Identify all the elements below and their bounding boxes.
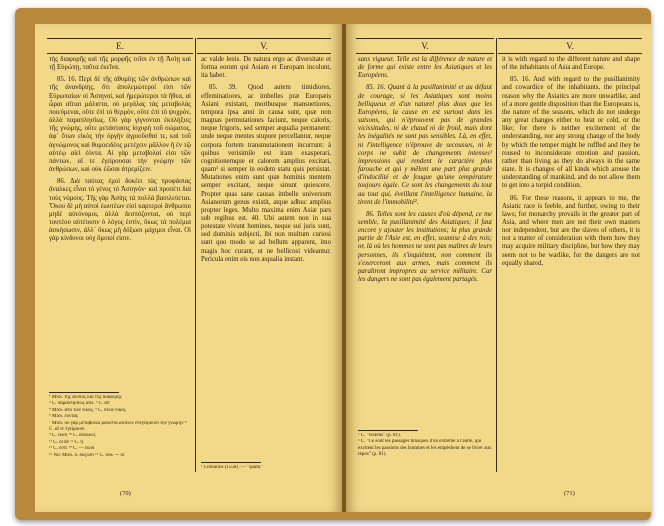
french-column-header: V. <box>356 38 494 54</box>
footnote: ¹ Cornarius (1558) :— "quam." <box>201 465 264 470</box>
footnote: ¹ MSS. τῆς φύσιος καὶ τῆς διαφορῆς <box>49 395 122 400</box>
english-column-header: V. <box>498 38 642 54</box>
column-divider <box>496 38 497 472</box>
english-text-column <box>502 56 640 486</box>
french-paragraph: 85. 16. Quant à la pusillanimité et au défaut de courage, si les Asiatiques sont moins belliqueux et d'un naturel plus doux que les Européens, la cause en est surtout dans les saisons, qui n'éprouvent pas de grandes vicissitudes, ni de chaud ni de froid, mais dont les inégalités ne sont pas sensibles. Là, en effet, ni l'intelligence n'éprouve de secousses, ni le corps ne subit de changements intenses¹ impressions qui rendent le caractère plus farouche et qui y mêlent une part plus grande d'indocilité et de fougue qu'une température toujours égale. Ce sont les changements du tout au tout qui, éveillant l'intelligence humaine, la tirent de l'immobilité². <box>358 84 492 206</box>
english-paragraph: 86. For these reasons, it appears to me, the Asiatic race is feeble, and further, owing to their laws; for monarchy prevails in the greater part of Asia, and where men are not their own masters nor independent, but are the slaves of others, it is not a matter of consideration with them how they may acquire military discipline, but how they may seem not to be warlike, for the dangers are not equally shared, <box>502 194 640 267</box>
footnote: ¹³ C. ἐστι ¹⁴ C. — ἔωσι <box>49 446 95 452</box>
greek-paragraph: 85. 16. Περὶ δὲ τῆς ἀθυμίης τῶν ἀνθρώπων καὶ τῆς ἀνανδρίης, ὅτι ἀπολεμώτεροί εἰσι τῶν Εὐρωπαίων οἱ Ἀσιηνοί, καὶ ἡμερώτεροι τὰ ἤθεα, αἱ ὧραι αἴτιαι μάλιστα, οὐ μεγάλας τὰς μεταβολὰς ποιεύμεναι, οὔτε ἐπὶ τὸ θερμὸν, οὔτε ἐπὶ τὸ ψυχρὸν, ἀλλὰ παραπλησίως. Οὐ γὰρ γίγνονται ἐκπλήξιες τῆς γνώμης, οὔτε μετάστασις ἰσχυρὴ τοῦ σώματος, ἀφ᾽ ὅτων εἰκὸς τὴν ὀργὴν ἀγριοῦσθαί τε, καὶ τοῦ ἀγνώμονος καὶ θυμοειδέος μετέχειν μᾶλλον ἢ ἐν τῷ αὐτέῳ αἰεὶ ἐόντα. Αἱ γὰρ μεταβολαί εἰσι τῶν πάντων, αἵ τε ἐγείρουσαι τὴν γνώμην τῶν ἀνθρώπων, καὶ οὐκ ἐῶσαι ἀτρεμίζειν. <box>49 76 191 174</box>
right-page <box>346 24 652 512</box>
footnote: ² C. "Ce sont les passages brusques d'un extrême à l'autre, qui excitent les passions des hommes et les empêchent de se livrer aux repos" (p. 81). <box>358 439 492 458</box>
footnote: ⁴ MSS. ἀπὸ τῶν εἰκὸς. ⁵ C. ὅτων εἰκός <box>49 407 126 413</box>
latin-paragraph: 85. 39. Quod autem timidiores, effeminatiores, ac imbelles præ Europæis Asiani existant, moribusque mansuetiores, tempora ipsa anni in causa sunt, quæ non magnas permutationes faciunt, neque caloris, neque frigoris, sed semper æqualia permanent: unde neque mentes stupore percellantur, neque corpora fortem transmutationem incurrunt: à quibus verisimile est iram exasperari, cognitionemque et calorem amplius excitari, quam¹ si semper in eodem statu quis persistat. Mutationes enim sunt quæ hominis mentem semper excitant, neque sinunt quiescere. Propter quas sane causas imbelle universum Asianorum genus existit, atque adhuc amplius propter leges. Multo maxima enim Asiæ pars sub regibus est. 40. Ubi autem non in sua potestate vivunt homines, neque sui juris sunt, sed dominis subjecti, ibi non multum curiosi sunt quo modo se ad bellum apparent, imo magis hoc curant, ut ne bellicosi videantur. Pericula enim eis non æqualia instant. <box>201 84 331 263</box>
footnote-rule <box>49 392 119 393</box>
french-footnotes <box>358 433 492 459</box>
greek-paragraph: τὴς διαφορῆς καὶ τῆς μορφῆς τοῖσι ἐν τῇ Ἀσίῃ καὶ τῇ Εὐρώπῃ, ταῦτα ἐκεῖνα. <box>49 56 191 72</box>
open-book <box>15 8 651 520</box>
column-divider <box>195 38 196 472</box>
footnote: ² C. παραπλησίως αἰεὶ. ³ C. ἀπ᾽ <box>49 401 112 407</box>
english-paragraph: 85. 16. And with regard to the pusillanimity and cowardice of the inhabitants, the principal reason why the Asiatics are more unwarlike, and of a more gentle disposition than the Europeans is, the nature of the seasons, which do not undergo any great changes either to heat or cold, or the like; for there is neither excitement of the understanding, nor any strong change of the body by which the temper might be ruffled and they be roused to inconsiderate emotion and passion, rather than living as they do always in the same state. It is changes of all kinds which arouse the understanding of mankind, and do not allow them to get into a torpid condition. <box>502 76 640 190</box>
page-number: (71) <box>564 490 575 497</box>
french-text-column <box>358 56 492 426</box>
page-number: (70) <box>120 490 131 497</box>
left-page <box>35 24 342 512</box>
greek-column-header: E. <box>47 38 193 54</box>
footnote: ⁷ MSS. οὐ γὰρ μεταβολαὶ μάλιστα αὐτέων ἐπεγείρουσι τὴν γνώμην ⁸ C. αἵ τε ἐγείρουσι <box>49 420 187 433</box>
footnote: ¹⁵ Nic MSS. ὁ. δόξωσι ¹⁶ C. οὐκ — οι <box>49 452 125 458</box>
english-paragraph: it is with regard to the different nature and shape of the inhabitants of Asia and Europe. <box>502 56 640 72</box>
latin-text-column <box>201 56 331 456</box>
french-paragraph: 86. Telles sont les causes d'où dépend, ce me semble, la pusillanimité des Asiatiques; il faut encore y ajouter les institutions; la plus grande partie de l'Asie est, en effet, soumise à des rois; or, là où les hommes ne sont pas maîtres de leurs personnes, ils s'inquiètent, non comment ils s'exerceront aux armes, mais comment ils paraîtront impropres au service militaire. Car les dangers ne sont pas également partagés. <box>358 210 492 284</box>
footnote: ⁶ MSS. ἐόντας <box>49 414 78 420</box>
greek-paragraph: 86. Διὰ ταύτας ἐμοὶ δοκέει τὰς προφάσιας ἄναλκες εἶναι τὸ γένος τὸ Ἀσιηνὸν· καὶ προσέτι διὰ τοὺς νόμους. Τῆς γὰρ Ἀσίης τὰ πολλὰ βασιλεύεται. Ὅκου δὲ μὴ αὐτοὶ ἑωυτέων εἰσὶ καρτεροὶ ἄνθρωποι μηδὲ αὐτόνομοι, ἀλλὰ δεσπόζονται, οὐ περὶ τουτέου αὐτέοισιν ὁ λόγος ἐστὶν, ὅκως τὰ πολέμια ἀσκήσωσιν, ἀλλ᾽ ὅκως μὴ δόξωσι μάχιμοι εἶναι. Οἱ γὰρ κίνδυνοι οὐχ ὅμοιοί εἰσιν. <box>49 178 191 243</box>
greek-text-column <box>49 56 191 386</box>
footnote: ¹ C. "violens" (p. 81). <box>358 433 401 438</box>
latin-column-header: V. <box>197 38 331 54</box>
french-paragraph: sans vigueur. Telle est la différence de nature et de forme qui existe entre les Asiatiques et les Européens. <box>358 56 492 80</box>
greek-footnotes <box>49 395 191 477</box>
footnote: ⁹ C. ἐῶσι ¹⁰ C. ἄναλκες <box>49 433 96 439</box>
footnote: ¹¹ C. οἱ ἄν ¹² C. ἢ <box>49 439 84 445</box>
footnote-rule <box>201 462 261 463</box>
footnote-rule <box>358 430 418 431</box>
latin-paragraph: ac valde lenis. De natura ergo ac diversitate et forma eorum qui Asiam et Europam incolunt, ita habet. <box>201 56 331 80</box>
latin-footnotes <box>201 465 331 471</box>
